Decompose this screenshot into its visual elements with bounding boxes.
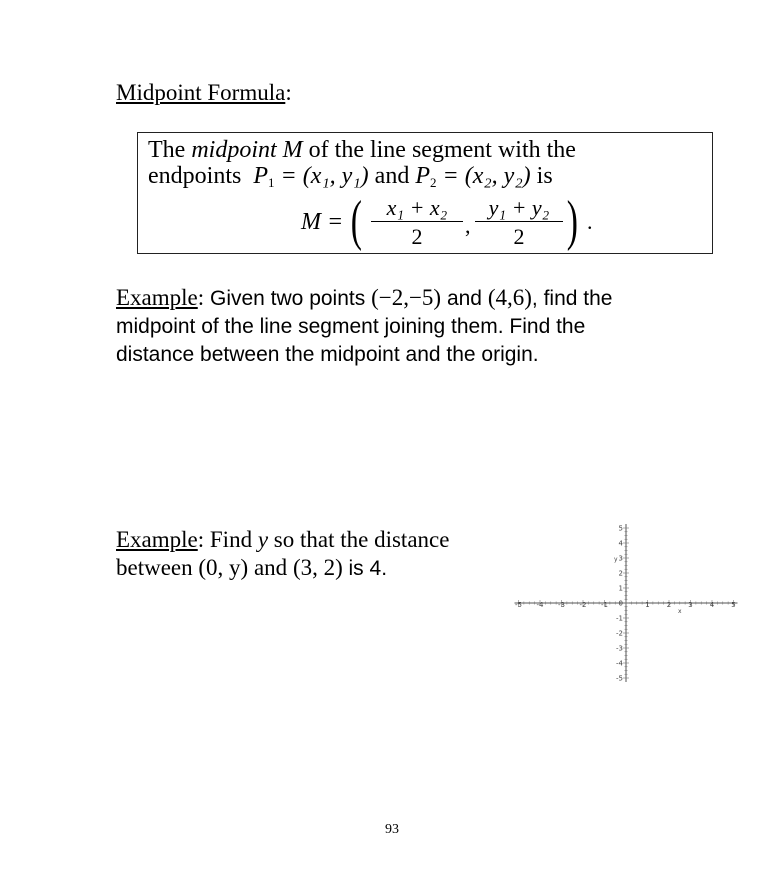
formula-text: of the line segment with the <box>308 137 576 163</box>
y-axis-label: y <box>614 556 618 563</box>
x-tick-label: 4 <box>709 601 715 609</box>
y-tick-label: -1 <box>616 614 623 623</box>
example-1-label: Example <box>116 285 198 310</box>
example-1-text: , find the <box>531 287 613 310</box>
example-1-line-2: midpoint of the line segment joining them. Find the <box>116 315 586 338</box>
section-heading <box>116 80 292 106</box>
x-tick-label: -2 <box>579 601 587 609</box>
coordinate-axes <box>512 516 744 686</box>
fraction-x-denominator: 2 <box>411 224 423 249</box>
example-2-text: between <box>116 555 193 580</box>
formula-text: endpoints <box>148 163 242 189</box>
y-tick-label: -5 <box>616 674 623 683</box>
axes-group <box>515 524 738 683</box>
y-tick-label: -4 <box>616 659 623 668</box>
example-2-label: Example <box>116 527 198 552</box>
example-2-var-y: y <box>257 527 269 552</box>
left-paren: ( <box>350 190 362 252</box>
example-1-line-3: distance between the midpoint and the origin. <box>116 343 539 366</box>
point-p2-label: P <box>415 163 430 189</box>
point-p1-subscript: 1 <box>268 175 275 190</box>
point-p2-subscript: 2 <box>430 175 437 190</box>
example-1-point-b: (4,6) <box>487 285 532 310</box>
fraction-y-denominator: 2 <box>513 224 525 249</box>
y-tick-label: 3 <box>618 554 623 563</box>
formula-var-m: M <box>282 137 303 163</box>
x-tick-label: -4 <box>536 601 544 609</box>
example-2-text: Find <box>209 527 253 552</box>
example-1-colon: : <box>197 285 205 310</box>
example-1 <box>116 284 612 369</box>
example-2-point-a: (0, y) <box>198 555 249 580</box>
formula-m-eq: M = <box>301 209 344 235</box>
y-tick-label: 0 <box>618 599 623 608</box>
midpoint-formula-box <box>137 132 713 254</box>
example-1-text: Given two points <box>209 287 366 310</box>
formula-line-2 <box>148 163 553 191</box>
right-paren: ) <box>566 190 578 252</box>
formula-text: and <box>374 163 410 189</box>
y-tick-label: -2 <box>616 629 623 638</box>
fraction-y <box>475 195 563 250</box>
fraction-comma: , <box>465 213 471 238</box>
y-tick-label: 1 <box>618 584 623 593</box>
example-2-line-1 <box>116 526 449 554</box>
y-tick-label: 4 <box>618 539 623 548</box>
fraction-x <box>371 195 463 250</box>
example-2 <box>116 526 449 583</box>
example-1-point-a: (−2,−5) <box>371 285 442 310</box>
formula-line-1 <box>148 137 576 164</box>
heading-text: Midpoint Formula <box>116 80 286 105</box>
example-2-point-b: (3, 2) <box>292 555 343 580</box>
point-p2-coords: = (x₂, y₂) <box>442 163 531 189</box>
example-2-text: so that the distance <box>273 527 450 552</box>
x-tick-label: 3 <box>688 601 693 609</box>
formula-m-equals <box>301 209 343 236</box>
x-tick-label: 1 <box>645 601 650 609</box>
example-1-line-1 <box>116 284 612 313</box>
y-tick-label: -3 <box>616 644 623 653</box>
fraction-y-numerator: y₁ + y₂ <box>475 195 563 222</box>
x-tick-label: -1 <box>601 601 608 609</box>
x-tick-label: -3 <box>558 601 565 609</box>
formula-text: The <box>148 137 186 163</box>
formula-text: is <box>536 163 553 189</box>
x-tick-label: -5 <box>515 601 522 609</box>
page-number: 93 <box>385 822 399 837</box>
y-tick-label: 5 <box>618 524 623 533</box>
heading-colon: : <box>285 80 292 105</box>
x-axis-label: x <box>677 608 682 615</box>
example-2-text: and <box>253 555 288 580</box>
example-2-colon: : <box>197 527 205 552</box>
example-1-text: and <box>446 287 482 310</box>
formula-period: . <box>587 209 593 234</box>
point-p1-coords: = (x₁, y₁) <box>280 163 369 189</box>
point-p1-label: P <box>253 163 268 189</box>
formula-term-midpoint: midpoint <box>191 137 277 163</box>
x-tick-label: 2 <box>666 601 672 609</box>
example-2-line-2 <box>116 554 449 583</box>
example-2-text: is 4. <box>348 557 388 580</box>
x-tick-label: 5 <box>731 601 736 609</box>
y-tick-label: 2 <box>618 569 623 578</box>
fraction-x-numerator: x₁ + x₂ <box>371 195 463 222</box>
